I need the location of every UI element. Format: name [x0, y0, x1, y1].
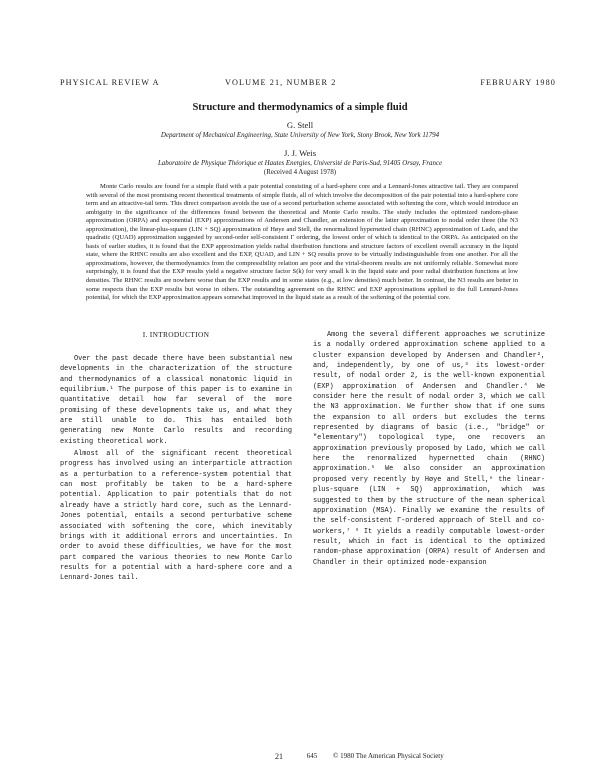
author-2: J. J. Weis: [283, 148, 317, 158]
article-title: Structure and thermodynamics of a simple fluid: [192, 102, 408, 113]
received-date: (Received 4 August 1978): [263, 169, 337, 176]
footer-volume: 21: [275, 752, 283, 761]
right-column: [313, 330, 545, 568]
section-heading: I. INTRODUCTION: [142, 330, 210, 339]
footer-copyright: © 1980 The American Physical Society: [333, 752, 444, 760]
issue-date: FEBRUARY 1980: [480, 78, 556, 87]
affiliation-1: Department of Mechanical Engineering, State University of New York, Stony Brook, New York 11794: [160, 132, 440, 139]
journal-name: PHYSICAL REVIEW A: [60, 78, 160, 87]
volume-number: VOLUME 21, NUMBER 2: [225, 78, 337, 87]
author-1: G. Stell: [286, 120, 314, 130]
paragraph: Over the past decade there have been substantial new developments in the characterization of the structure and thermodynamics of a classical monatomic liquid in equilibrium.¹ The purpose of this paper is to examine in quantitative detail how far several of the more promising of these developments take us, and what they are still unable to do. This has entailed both generating new Monte Carlo results and recording existing theoretical work.: [60, 355, 292, 446]
paragraph: Almost all of the significant recent theoretical progress has involved using an interparticle attraction as a perturbation to a reference-system potential that can most profitably be taken to be a hard-sphere potential. Application to pair potentials that do not already have a strictly hard core, such as the Lennard-Jones potential, entails a second perturbative scheme associated with softening the core, which inevitably brings with it additional errors and uncertainties. In order to avoid these difficulties, we have for the most part compared the various theories to new Monte Carlo results for a potential with a hard-sphere core and a Lennard-Jones tail.: [60, 450, 292, 583]
abstract: Monte Carlo results are found for a simple fluid with a pair potential consisting of a hard-sphere core and a Lennard-Jones attractive tail. They are compared with several of the most promising recent theoretical treatments of simple fluids, all of which involve the decomposition of the pair potential into a hard-sphere core term and an attractive-tail term. This direct comparison avoids the use of a second perturbation scheme associated with softening the core, which would introduce an ambiguity in the significance of the differences found between the theoretical and Monte Carlo results. The study includes the optimized random-phase approximation (ORPA) and exponential (EXP) approximations of Andersen and Chandler, an extension of the latter approximation to nodal order three (the N3 approximation), the linear-plus-square (LIN + SQ) approximation of Høye and Stell, the renormalized hypernetted chain (RHNC) approximation of Lado, and the quadratic (QUAD) approximation suggested by second-order self-consistent Γ ordering, the lowest order of which is identical to the ORPA. As anticipated on the basis of earlier studies, it is found that the EXP approximation yields radial distribution functions and structure factors of excellent overall accuracy in the liquid state, where the RHNC results are also excellent and the EXP, QUAD, and LIN + SQ results prove to be virtually indistinguishable from one another. For all the approximations, however, the thermodynamics from the compressibility relation are poor and the virial-theorem results are not uniformly reliable. Somewhat more surprisingly, it is found that the EXP results yield a negative structure factor S(k) for very small k in the liquid state and poor radial distribution functions at low densities. The RHNC results are nowhere worse than the EXP results and in some states (e.g., at low densities) much better. In contrast, the N3 results are better in some respects than the EXP results but worse in others. The outstanding agreement on the RHNC and EXP approximations applied to the full Lennard-Jones potential, for which the EXP approximation appears somewhat improved in the liquid state as a result of the softening of the potential core.: [86, 183, 518, 302]
running-head: [60, 78, 556, 90]
left-column: [60, 330, 292, 584]
paragraph: Among the several different approaches we scrutinize is a nodally ordered approximation scheme applied to a cluster expansion developed by Andersen and Chandler², and, independently, by one of us,³ its lowest-order result, of nodal order 2, is the well-known exponential (EXP) approximation of Andersen and Chandler.⁴ We consider here the result of nodal order 3, which we call the N3 approximation. We further show that if one sums the expansion to all orders but excludes the terms represented by diagrams of basic (i.e., "bridge" or "elementary") topological type, one recovers an approximation previously proposed by Lado, which we call here the renormalized hypernetted chain (RHNC) approximation.⁵ We also consider an approximation proposed very recently by Høye and Stell,⁶ the linear-plus-square (LIN + SQ) approximation, which was suggested to them by the structure of the mean spherical approximation (MSA). Finally we examine the results of the self-consistent Γ-ordered approach of Stell and co-workers,⁷ ⁸ It yields a readily computable lowest-order result, which in fact is identical to the optimized random-phase approximation (ORPA) result of Andersen and Chandler in their optimized mode-expansion: [313, 331, 545, 567]
affiliation-2: Laboratoire de Physique Théorique et Hautes Energies, Université de Paris-Sud, 91405 Orsay, France: [157, 160, 443, 167]
footer-page-number: 645: [306, 752, 318, 760]
